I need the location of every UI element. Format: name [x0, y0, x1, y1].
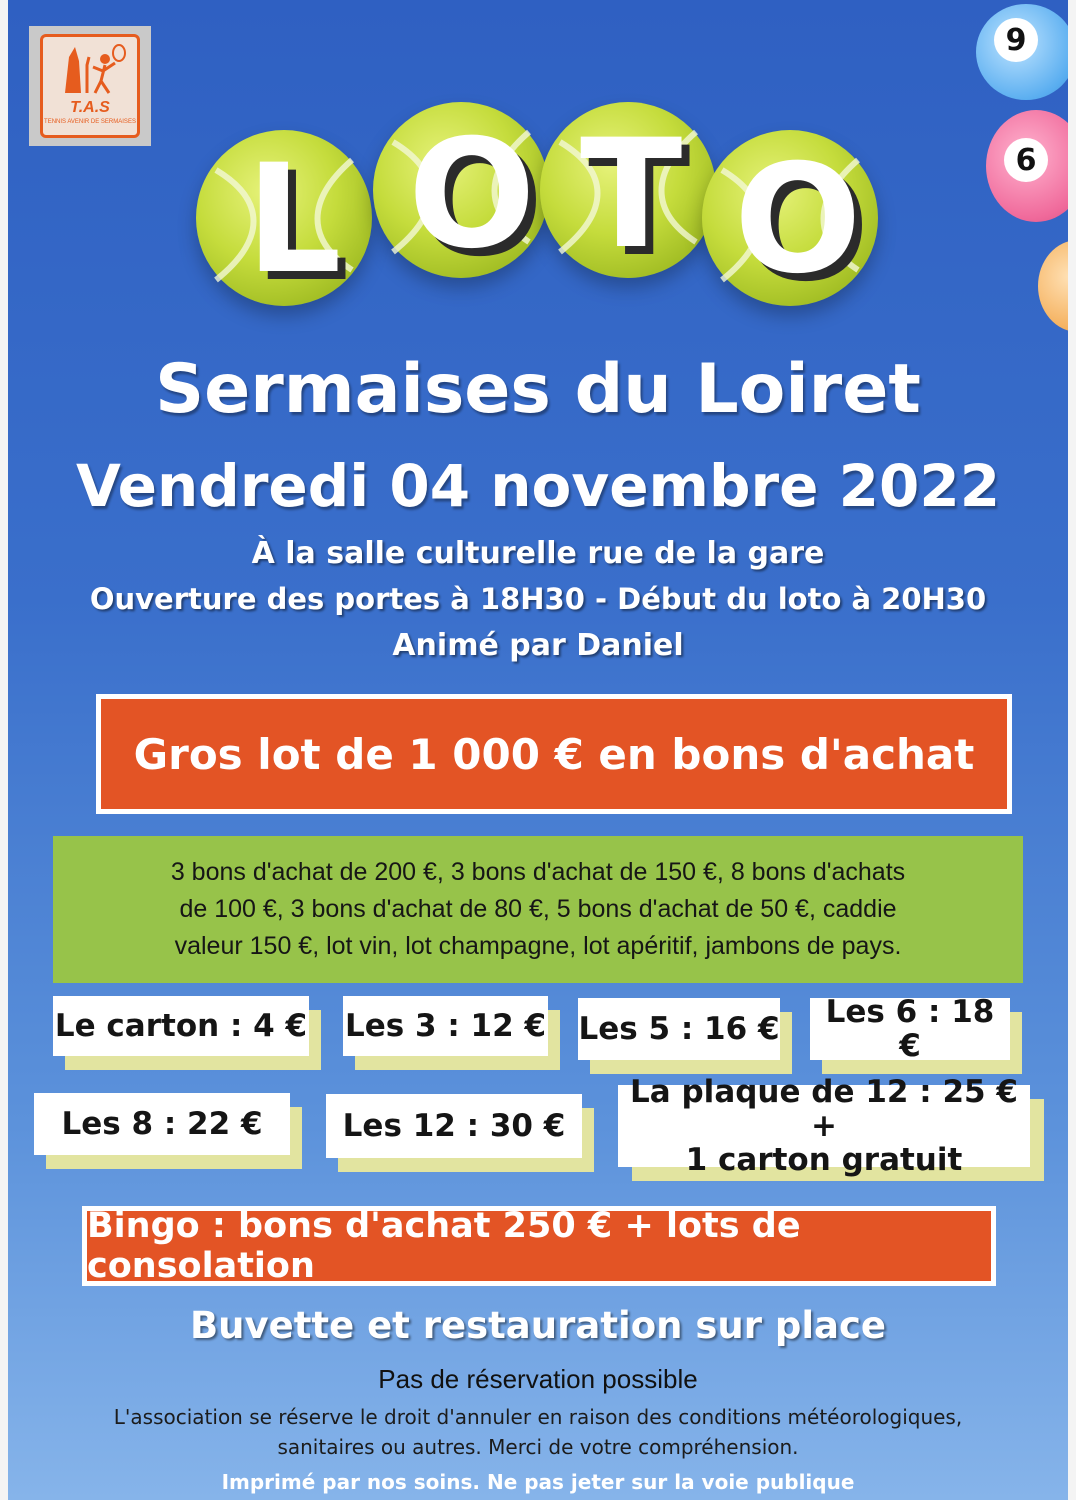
- poster: [8, 0, 1068, 1500]
- logo-frame: [40, 34, 140, 138]
- title-letter-l: L: [246, 133, 342, 307]
- lotto-ball-6: [986, 110, 1068, 222]
- club-logo: [29, 26, 151, 146]
- title-letter-t: T: [580, 108, 683, 282]
- price-label: Les 8 : 22 €: [34, 1093, 290, 1155]
- page-margin-left: [0, 0, 8, 1500]
- venue-line: À la salle culturelle rue de la gare: [251, 536, 825, 571]
- title-letter-o: O: [408, 108, 536, 282]
- bingo-banner: Bingo : bons d'achat 250 € + lots de consolation: [82, 1206, 996, 1286]
- buvette-line: Buvette et restauration sur place: [189, 1304, 886, 1347]
- price-label: Les 6 : 18 €: [810, 998, 1010, 1060]
- tennis-player-icon: [55, 43, 130, 98]
- event-date: Vendredi 04 novembre 2022: [75, 452, 1001, 520]
- disclaimer: [0, 1402, 1076, 1462]
- schedule-line: Ouverture des portes à 18H30 - Début du loto à 20H30: [89, 582, 987, 616]
- price-label: Les 5 : 16 €: [578, 998, 780, 1060]
- lotto-ball-orange: [1038, 240, 1068, 332]
- plaque-label: [618, 1074, 1030, 1178]
- plaque-line: 1 carton gratuit: [685, 1142, 963, 1178]
- price-label: Les 3 : 12 €: [343, 996, 548, 1056]
- logo-name: T.A.S: [70, 99, 110, 116]
- jackpot-banner: Gros lot de 1 000 € en bons d'achat: [96, 694, 1012, 814]
- logo-subtitle: TENNIS AVENIR DE SERMAISES: [44, 119, 136, 125]
- lotto-ball-9: [976, 4, 1068, 100]
- prize-line: de 100 €, 3 bons d'achat de 80 €, 5 bons d'achat de 50 €, caddie: [179, 895, 897, 923]
- disclaimer-line: sanitaires ou autres. Merci de votre compréhension.: [277, 1435, 799, 1459]
- price-label: Les 12 : 30 €: [326, 1094, 582, 1158]
- page-margin-right: [1068, 0, 1076, 1500]
- prize-line: valeur 150 €, lot vin, lot champagne, lot apéritif, jambons de pays.: [174, 932, 902, 960]
- city-title: Sermaises du Loiret: [155, 350, 921, 429]
- price-label: Le carton : 4 €: [53, 996, 309, 1056]
- disclaimer-line: L'association se réserve le droit d'annuler en raison des conditions météorologiques,: [113, 1405, 963, 1429]
- printed-notice: Imprimé par nos soins. Ne pas jeter sur la voie publique: [221, 1470, 855, 1494]
- plaque-line: La plaque de 12 : 25 € +: [630, 1074, 1018, 1144]
- title-letter-o: O: [734, 133, 862, 307]
- prize-list: [53, 836, 1023, 983]
- no-reservation: Pas de réservation possible: [378, 1364, 698, 1394]
- host-line: Animé par Daniel: [392, 628, 684, 663]
- lotto-ball-number: 6: [1004, 138, 1048, 182]
- prize-line: 3 bons d'achat de 200 €, 3 bons d'achat de 150 €, 8 bons d'achats: [170, 858, 906, 886]
- lotto-ball-number: 9: [994, 18, 1038, 62]
